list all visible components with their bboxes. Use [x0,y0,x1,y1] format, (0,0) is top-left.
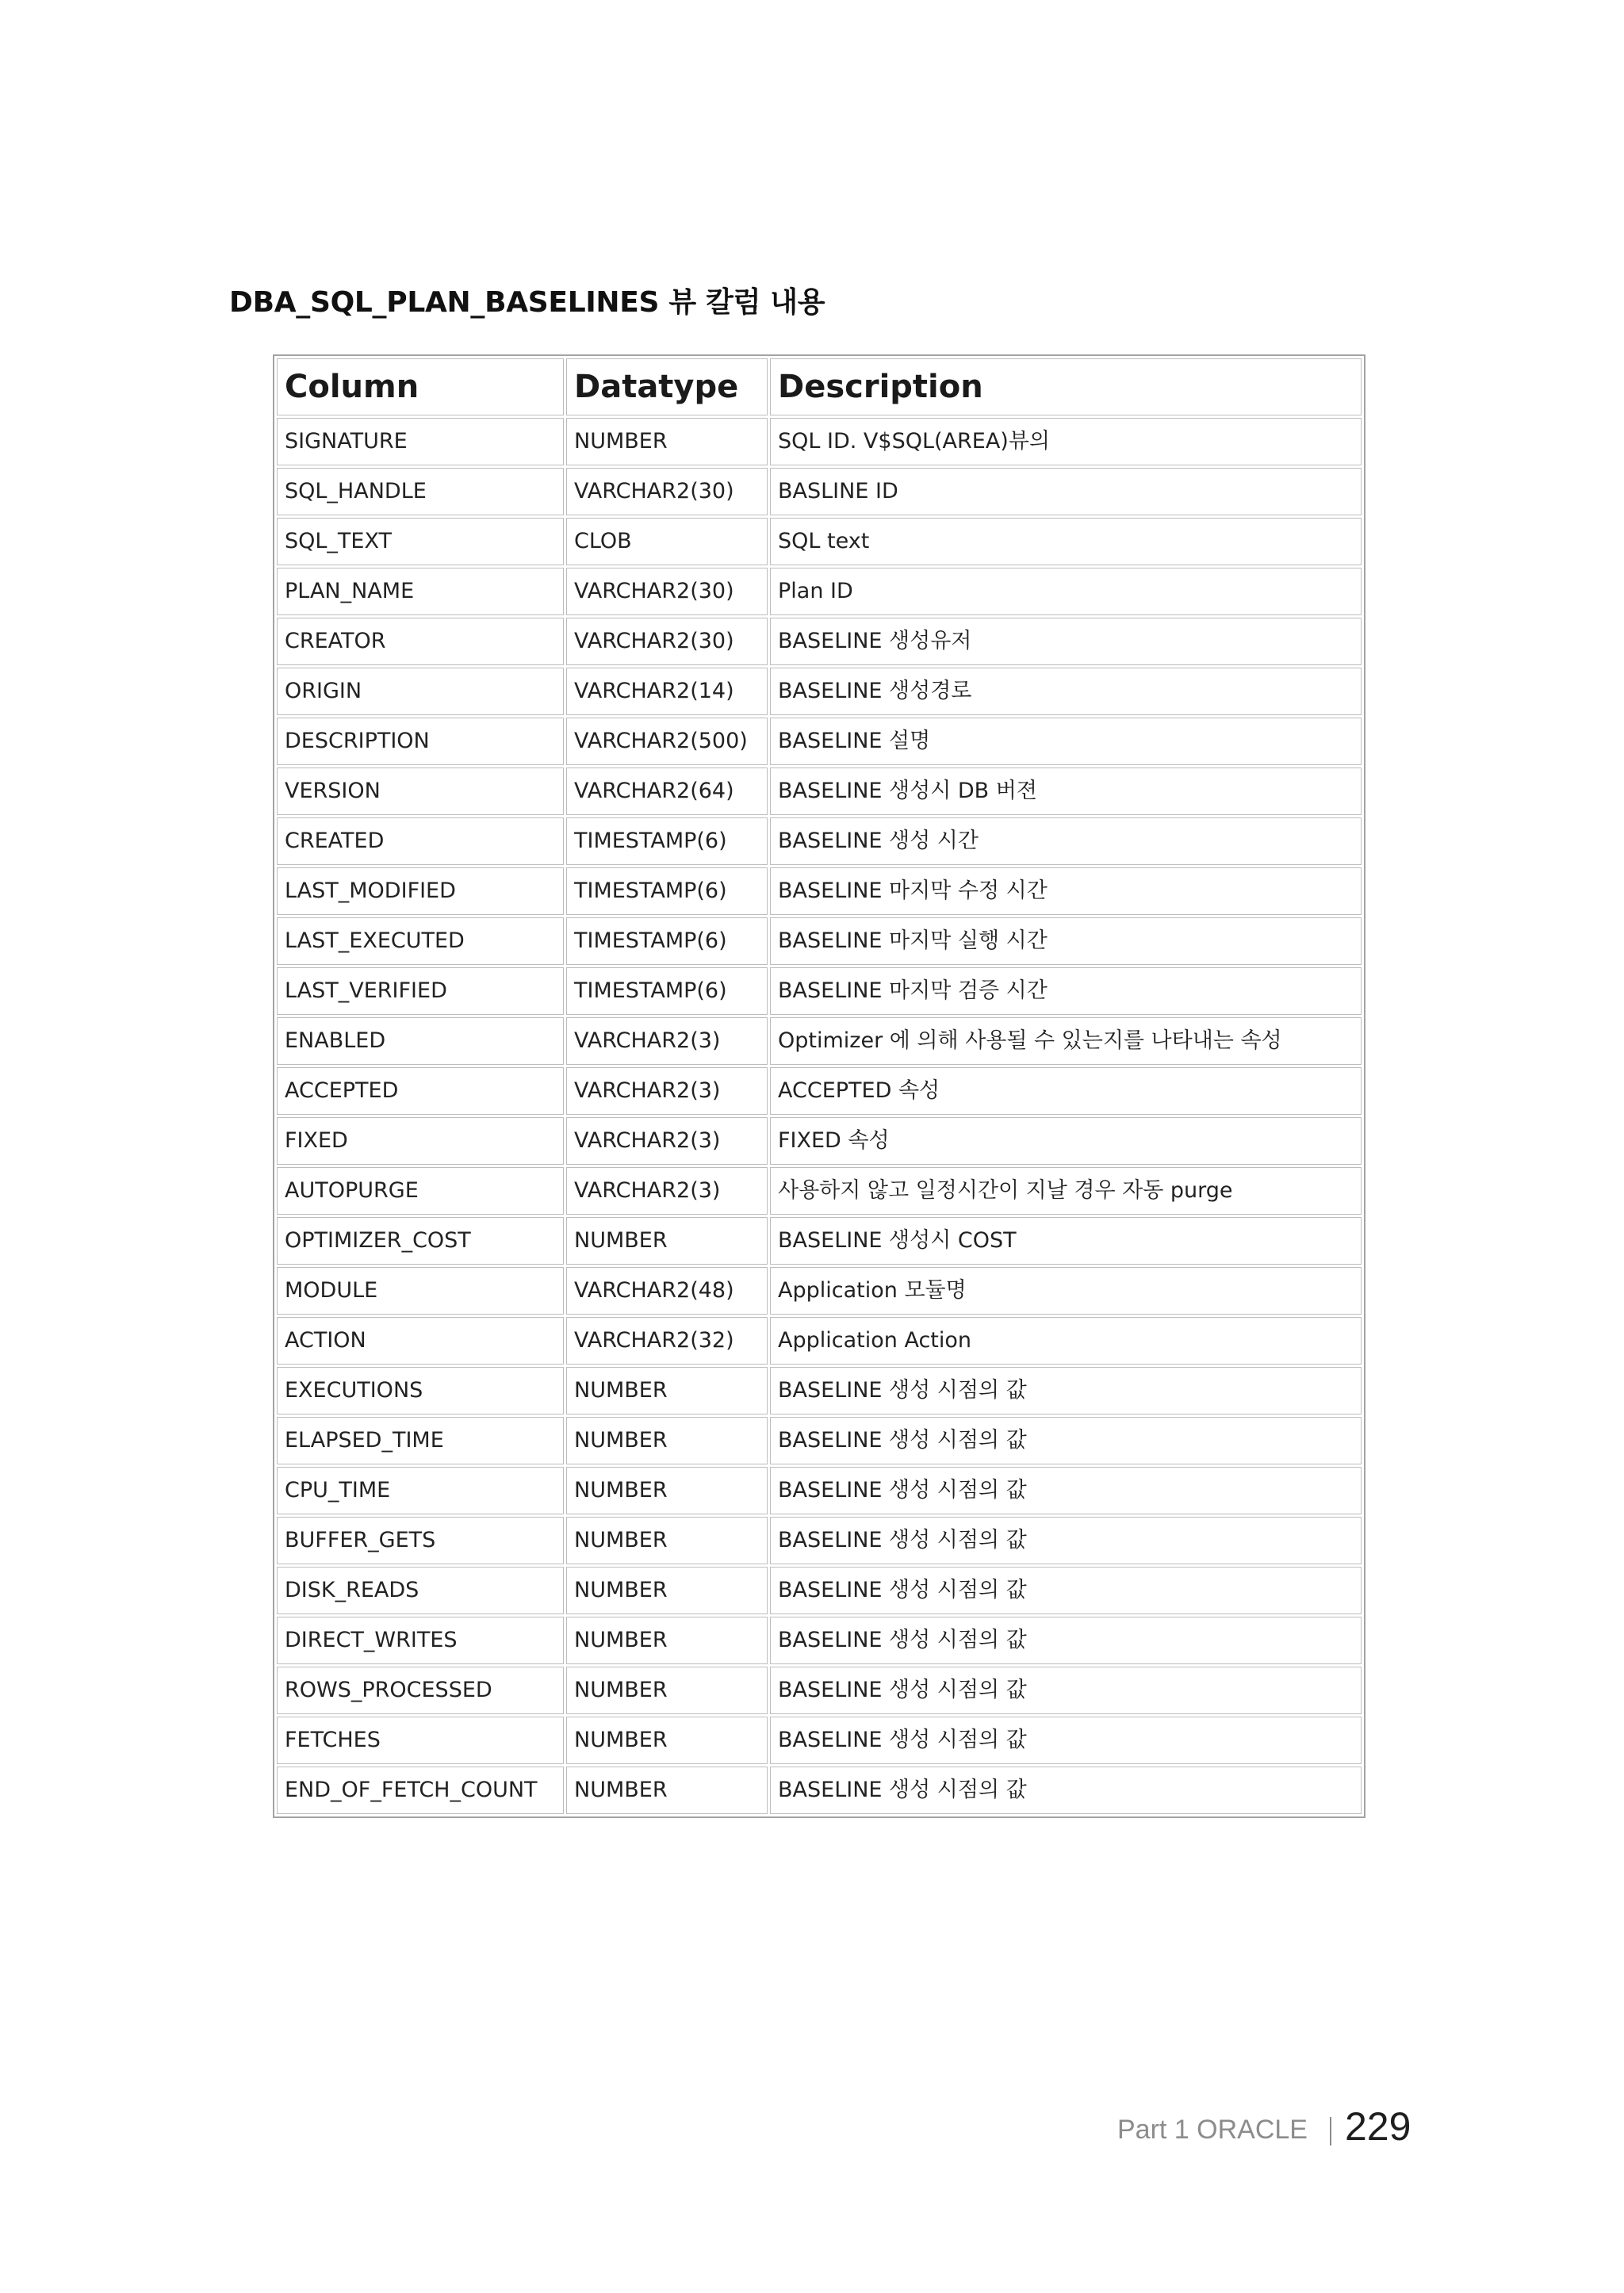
cell-description: BASELINE 생성 시점의 값 [770,1717,1362,1764]
table-row [277,1117,1362,1165]
cell-description: BASELINE 마지막 수정 시간 [770,867,1362,915]
table-row [277,1667,1362,1714]
cell-datatype: VARCHAR2(32) [566,1317,768,1365]
table-row [277,867,1362,915]
cell-column-name: ROWS_PROCESSED [277,1667,564,1714]
header-datatype: Datatype [566,358,768,415]
cell-datatype: NUMBER [566,1217,768,1265]
cell-description: Application Action [770,1317,1362,1365]
cell-column-name: LAST_EXECUTED [277,917,564,965]
cell-column-name: VERSION [277,768,564,815]
cell-datatype: VARCHAR2(3) [566,1017,768,1065]
cell-column-name: EXECUTIONS [277,1367,564,1414]
cell-column-name: LAST_VERIFIED [277,967,564,1015]
cell-description: Application 모듈명 [770,1267,1362,1315]
cell-datatype: VARCHAR2(64) [566,768,768,815]
footer-part-label: Part 1 ORACLE [1117,2115,1308,2145]
cell-description: BASELINE 생성 시점의 값 [770,1617,1362,1664]
cell-column-name: OPTIMIZER_COST [277,1217,564,1265]
header-column: Column [277,358,564,415]
page-number: 229 [1345,2104,1411,2149]
table-row [277,718,1362,765]
cell-column-name: ELAPSED_TIME [277,1417,564,1464]
cell-description: Optimizer 에 의해 사용될 수 있는지를 나타내는 속성 [770,1017,1362,1065]
cell-column-name: FIXED [277,1117,564,1165]
cell-column-name: SIGNATURE [277,418,564,465]
cell-datatype: VARCHAR2(3) [566,1167,768,1215]
cell-column-name: DESCRIPTION [277,718,564,765]
cell-datatype: TIMESTAMP(6) [566,867,768,915]
table-row [277,817,1362,865]
cell-description: Plan ID [770,568,1362,615]
table-row [277,1417,1362,1464]
cell-datatype: VARCHAR2(30) [566,568,768,615]
cell-datatype: NUMBER [566,1717,768,1764]
cell-column-name: CREATOR [277,618,564,665]
table-row [277,568,1362,615]
cell-column-name: PLAN_NAME [277,568,564,615]
cell-datatype: VARCHAR2(30) [566,468,768,515]
table-row [277,1717,1362,1764]
table-row [277,1267,1362,1315]
cell-datatype: NUMBER [566,1417,768,1464]
cell-description: BASELINE 생성 시점의 값 [770,1467,1362,1514]
cell-description: BASELINE 생성 시점의 값 [770,1667,1362,1714]
cell-description: BASELINE 생성 시점의 값 [770,1767,1362,1814]
cell-datatype: VARCHAR2(48) [566,1267,768,1315]
table-row [277,1567,1362,1614]
cell-column-name: AUTOPURGE [277,1167,564,1215]
cell-column-name: ACTION [277,1317,564,1365]
cell-description: BASELINE 생성 시점의 값 [770,1417,1362,1464]
table-row [277,1517,1362,1564]
cell-description: BASELINE 생성유저 [770,618,1362,665]
table-row [277,967,1362,1015]
cell-datatype: VARCHAR2(3) [566,1117,768,1165]
table-header-row [277,358,1362,415]
cell-datatype: NUMBER [566,418,768,465]
table-row [277,1217,1362,1265]
table-row [277,1167,1362,1215]
cell-description: BASELINE 생성 시점의 값 [770,1517,1362,1564]
table-row [277,768,1362,815]
table-row [277,418,1362,465]
cell-column-name: BUFFER_GETS [277,1517,564,1564]
table-row [277,518,1362,565]
table-row [277,468,1362,515]
cell-description: BASELINE 생성시 COST [770,1217,1362,1265]
cell-datatype: VARCHAR2(500) [566,718,768,765]
table-body [277,418,1362,1814]
header-description: Description [770,358,1362,415]
cell-datatype: CLOB [566,518,768,565]
table-row [277,917,1362,965]
table-row [277,668,1362,715]
cell-description: BASELINE 마지막 검증 시간 [770,967,1362,1015]
table-row [277,1467,1362,1514]
cell-datatype: TIMESTAMP(6) [566,817,768,865]
cell-description: SQL ID. V$SQL(AREA)뷰의 [770,418,1362,465]
cell-column-name: ACCEPTED [277,1067,564,1115]
cell-description: BASELINE 생성 시점의 값 [770,1367,1362,1414]
cell-column-name: DIRECT_WRITES [277,1617,564,1664]
table-row [277,1017,1362,1065]
table-row [277,1317,1362,1365]
cell-column-name: SQL_TEXT [277,518,564,565]
cell-description: SQL text [770,518,1362,565]
cell-datatype: NUMBER [566,1667,768,1714]
cell-column-name: SQL_HANDLE [277,468,564,515]
cell-datatype: NUMBER [566,1567,768,1614]
cell-column-name: FETCHES [277,1717,564,1764]
cell-column-name: MODULE [277,1267,564,1315]
cell-description: ACCEPTED 속성 [770,1067,1362,1115]
cell-description: 사용하지 않고 일정시간이 지날 경우 자동 purge [770,1167,1362,1215]
cell-description: BASELINE 설명 [770,718,1362,765]
cell-datatype: VARCHAR2(30) [566,618,768,665]
cell-datatype: VARCHAR2(14) [566,668,768,715]
cell-column-name: ENABLED [277,1017,564,1065]
table-row [277,1367,1362,1414]
cell-datatype: NUMBER [566,1617,768,1664]
cell-column-name: END_OF_FETCH_COUNT [277,1767,564,1814]
cell-datatype: TIMESTAMP(6) [566,917,768,965]
cell-column-name: CREATED [277,817,564,865]
footer-separator [1330,2117,1331,2146]
column-spec-table [273,354,1365,1818]
cell-column-name: CPU_TIME [277,1467,564,1514]
table-row [277,618,1362,665]
page-title: DBA_SQL_PLAN_BASELINES 뷰 칼럼 내용 [229,286,825,319]
cell-column-name: ORIGIN [277,668,564,715]
cell-datatype: NUMBER [566,1517,768,1564]
cell-description: BASELINE 생성경로 [770,668,1362,715]
cell-datatype: TIMESTAMP(6) [566,967,768,1015]
cell-description: BASELINE 생성시 DB 버젼 [770,768,1362,815]
cell-datatype: NUMBER [566,1367,768,1414]
cell-datatype: NUMBER [566,1467,768,1514]
cell-description: FIXED 속성 [770,1117,1362,1165]
cell-description: BASLINE ID [770,468,1362,515]
cell-datatype: VARCHAR2(3) [566,1067,768,1115]
cell-description: BASELINE 마지막 실행 시간 [770,917,1362,965]
table-header [277,358,1362,415]
table-row [277,1617,1362,1664]
cell-description: BASELINE 생성 시간 [770,817,1362,865]
cell-column-name: DISK_READS [277,1567,564,1614]
table-row [277,1767,1362,1814]
table-row [277,1067,1362,1115]
cell-datatype: NUMBER [566,1767,768,1814]
cell-description: BASELINE 생성 시점의 값 [770,1567,1362,1614]
cell-column-name: LAST_MODIFIED [277,867,564,915]
